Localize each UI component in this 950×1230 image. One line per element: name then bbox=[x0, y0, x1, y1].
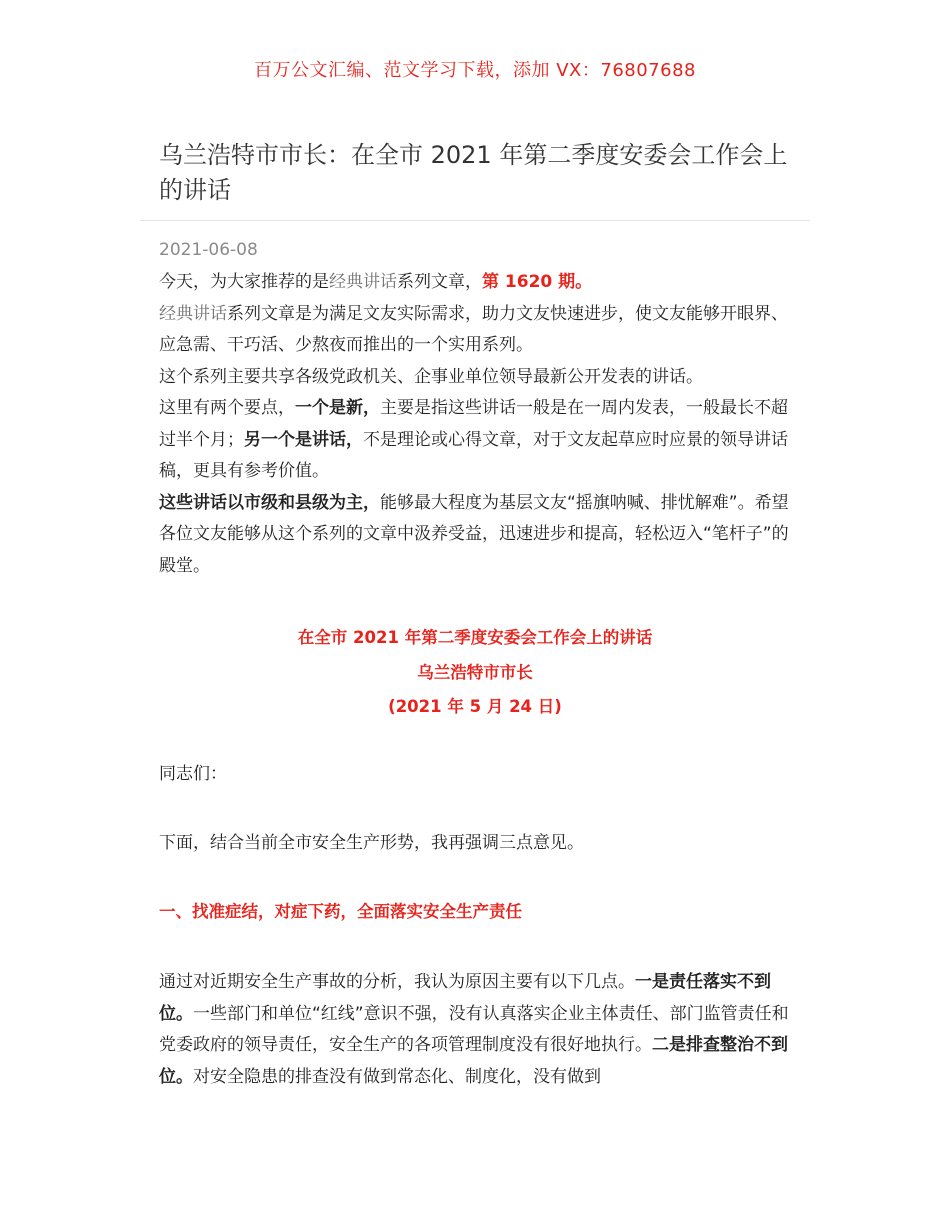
point-two: 二是排查整治不到位。 bbox=[159, 1035, 788, 1087]
intro-paragraph-2 bbox=[159, 299, 799, 362]
body-text: 一些部门和单位“红线”意识不强，没有认真落实企业主体责任、部门监管责任和党委政府的领导责任，安全生产的各项管理制度没有很好地执行。 bbox=[159, 1003, 789, 1055]
intro-text: 能够最大程度为基层文友“摇旗呐喊、排忧解难”。希望各位文友能够从这个系列的文章中汲养受益，迅速进步和提高，轻松迈入“笔杆子”的殿堂。 bbox=[159, 492, 789, 576]
speech-header bbox=[0, 621, 950, 725]
intro-text: 系列文章， bbox=[397, 272, 482, 292]
greeting: 同志们： bbox=[159, 764, 227, 784]
key-point-new: 一个是新， bbox=[295, 398, 380, 418]
series-name: 经典讲话 bbox=[159, 303, 227, 324]
issue-number: 第 1620 期。 bbox=[482, 272, 593, 292]
promo-banner: 百万公文汇编、范文学习下载，添加 VX：76807688 bbox=[254, 60, 696, 81]
intro-text: 这里有两个要点， bbox=[159, 398, 295, 418]
intro-paragraph-4 bbox=[159, 393, 799, 488]
intro-paragraph-3: 这个系列主要共享各级党政机关、企事业单位领导最新公开发表的讲话。 bbox=[159, 366, 703, 387]
body-paragraph bbox=[159, 967, 799, 1093]
speech-heading: 在全市 2021 年第二季度安委会工作会上的讲话 bbox=[297, 628, 653, 647]
speech-date: (2021 年 5 月 24 日) bbox=[388, 697, 562, 716]
article-title: 乌兰浩特市市长：在全市 2021 年第二季度安委会工作会上的讲话 bbox=[159, 141, 788, 204]
intro-paragraph-5 bbox=[159, 488, 799, 583]
intro-section bbox=[159, 267, 799, 582]
intro-text: 不是理论或心得文章，对于文友起草应时应景的领导讲话稿，更具有参考价值。 bbox=[159, 429, 788, 481]
intro-paragraph-1 bbox=[159, 267, 799, 299]
key-point-speech: 另一个是讲话， bbox=[244, 429, 363, 450]
emphasis-text: 这些讲话以市级和县级为主， bbox=[159, 492, 380, 513]
speaker-title: 乌兰浩特市市长 bbox=[417, 662, 533, 682]
section-1-title: 一、找准症结，对症下药，全面落实安全生产责任 bbox=[159, 902, 522, 921]
point-one: 一是责任落实不到位。 bbox=[159, 972, 771, 1024]
intro-text: 今天，为大家推荐的是 bbox=[159, 272, 329, 292]
title-divider bbox=[140, 220, 810, 221]
body-text: 对安全隐患的排查没有做到常态化、制度化，没有做到 bbox=[193, 1066, 601, 1087]
publish-date: 2021-06-08 bbox=[159, 240, 258, 260]
lead-paragraph: 下面，结合当前全市安全生产形势，我再强调三点意见。 bbox=[159, 833, 584, 853]
intro-text: 系列文章是为满足文友实际需求，助力文友快速进步，使文友能够开眼界、应急需、干巧活、少熬夜而推出的一个实用系列。 bbox=[159, 303, 788, 355]
body-text: 通过对近期安全生产事故的分析，我认为原因主要有以下几点。 bbox=[159, 972, 635, 992]
intro-text: 主要是指这些讲话一般是在一周内发表，一般最长不超过半个月； bbox=[159, 398, 788, 450]
series-name: 经典讲话 bbox=[329, 272, 397, 292]
